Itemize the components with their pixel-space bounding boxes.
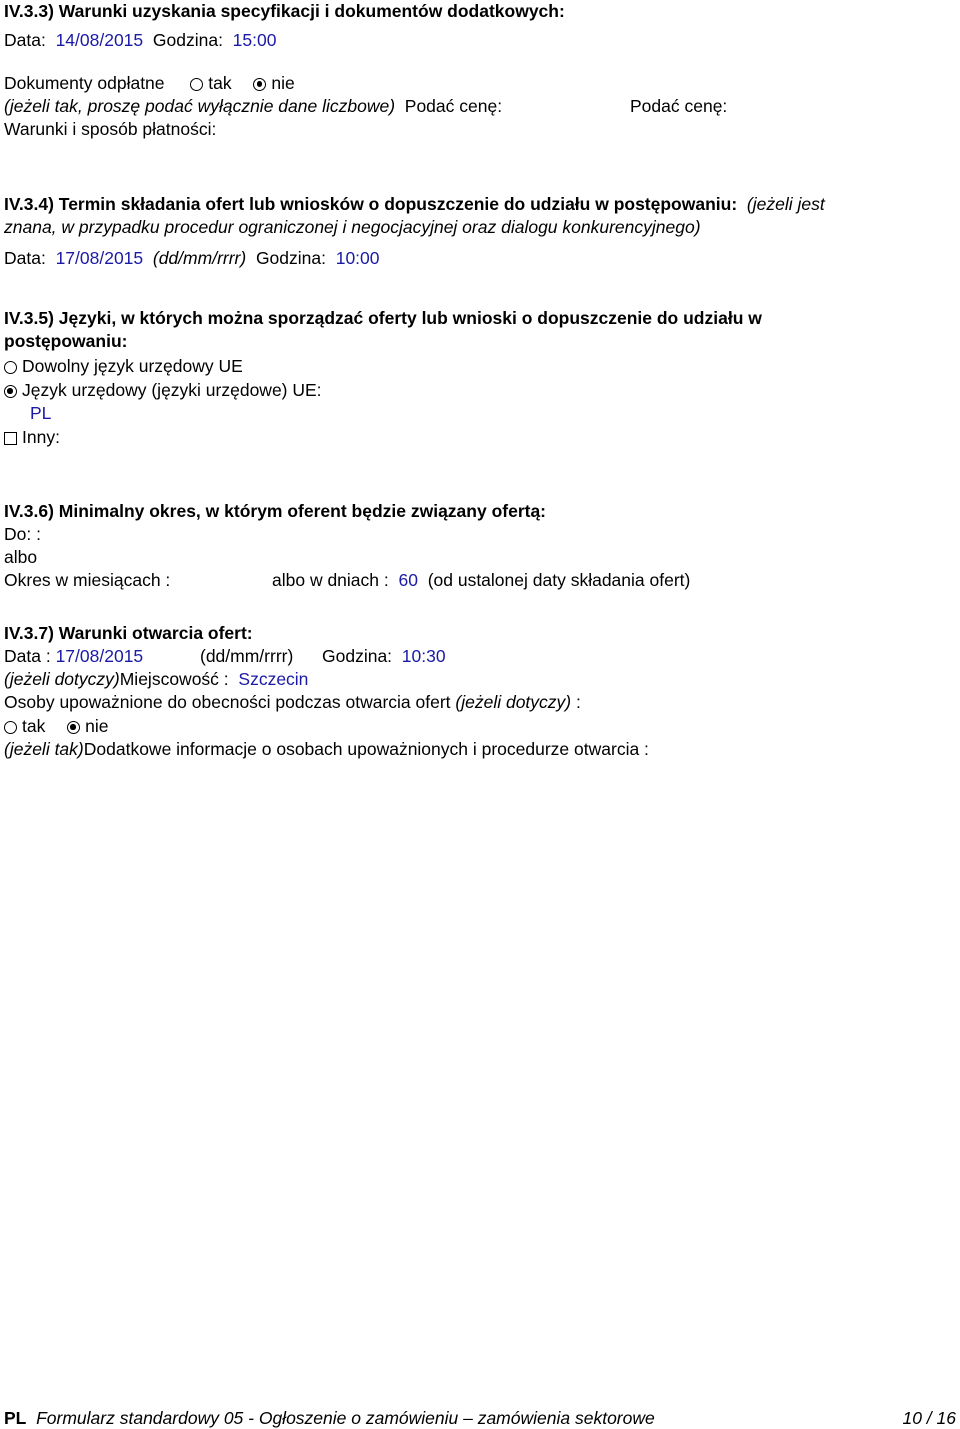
s34-note-part1: (jeżeli jest <box>746 194 825 214</box>
s37-persons-colon: : <box>576 692 581 712</box>
s37-date-row <box>4 645 143 667</box>
s37-date-label: Data : <box>4 646 51 666</box>
s33-radio-yes[interactable] <box>190 78 203 91</box>
s33-date-row <box>4 29 276 51</box>
s35-opt-other-label: Inny: <box>22 427 60 447</box>
s36-days-note: (od ustalonej daty składania ofert) <box>427 570 691 590</box>
s37-radio-yes-label: tak <box>22 716 46 736</box>
page-footer <box>4 1407 956 1429</box>
s35-opt-other-row <box>4 426 60 448</box>
section-3-7-heading: IV.3.7) Warunki otwarcia ofert: <box>4 623 253 643</box>
s35-language-value: PL <box>30 403 52 423</box>
footer-title: Formularz standardowy 05 - Ogłoszenie o zamówieniu – zamówienia sektorowe <box>36 1408 655 1428</box>
s37-info-row <box>4 738 649 760</box>
s35-opt-official-row <box>4 379 322 401</box>
s37-place-value: Szczecin <box>238 669 309 689</box>
s36-days-label: albo w dniach : <box>272 570 389 590</box>
footer-page-number: 10 / 16 <box>902 1408 956 1428</box>
s33-time-label: Godzina: <box>152 30 223 50</box>
s34-date-format: (dd/mm/rrrr) <box>152 248 247 268</box>
s36-days-row <box>272 569 690 591</box>
s37-place-label: Miejscowość : <box>119 669 229 689</box>
s37-time-label: Godzina: <box>322 646 393 666</box>
s37-info-label: Dodatkowe informacje o osobach upoważnionych i procedurze otwarcia : <box>83 739 649 759</box>
s36-until-label: Do: : <box>4 524 41 544</box>
s35-checkbox-other[interactable] <box>4 432 17 445</box>
s33-paid-row <box>4 72 295 94</box>
s33-date-value: 14/08/2015 <box>55 30 144 50</box>
s33-price-row <box>4 95 502 117</box>
s34-time-label: Godzina: <box>255 248 326 268</box>
s33-price-label-2: Podać cenę: <box>630 96 728 116</box>
s34-date-row <box>4 247 380 269</box>
s34-date-label: Data: <box>4 248 46 268</box>
s33-paid-note: (jeżeli tak, proszę podać wyłącznie dane liczbowe) <box>4 96 396 116</box>
s37-persons-label: Osoby upoważnione do obecności podczas otwarcia ofert <box>4 692 451 712</box>
s37-persons-note: (jeżeli dotyczy) <box>455 692 572 712</box>
s33-paid-label: Dokumenty odpłatne <box>4 73 165 93</box>
s33-radio-no[interactable] <box>253 78 266 91</box>
s33-radio-no-label: nie <box>271 73 295 93</box>
s37-radio-yes[interactable] <box>4 721 17 734</box>
s37-place-note: (jeżeli dotyczy) <box>4 669 120 689</box>
s34-heading-row <box>4 193 825 215</box>
s33-price-label: Podać cenę: <box>404 96 503 116</box>
s33-payment-label: Warunki i sposób płatności: <box>4 119 217 139</box>
s36-days-value: 60 <box>398 570 418 590</box>
s37-radio-no-label: nie <box>85 716 109 736</box>
s37-persons-row <box>4 691 581 713</box>
s34-time-value: 10:00 <box>335 248 380 268</box>
s33-radio-yes-label: tak <box>208 73 232 93</box>
section-3-5-heading-2: postępowaniu: <box>4 331 128 351</box>
s33-date-label: Data: <box>4 30 46 50</box>
s36-or: albo <box>4 547 38 567</box>
s35-opt-any-row <box>4 355 243 377</box>
s35-opt-any-label: Dowolny język urzędowy UE <box>22 356 243 376</box>
s37-date-format: (dd/mm/rrrr) <box>200 646 294 666</box>
section-3-3-heading: IV.3.3) Warunki uzyskania specyfikacji i dokumentów dodatkowych: <box>4 1 565 21</box>
footer-lang: PL <box>4 1408 27 1428</box>
s37-radio-no[interactable] <box>67 721 80 734</box>
s37-info-note: (jeżeli tak) <box>4 739 84 759</box>
s33-time-value: 15:00 <box>232 30 277 50</box>
s36-months-label: Okres w miesiącach : <box>4 570 171 590</box>
s37-time-row <box>322 645 446 667</box>
s34-note-part2: znana, w przypadku procedur ograniczonej i negocjacyjnej oraz dialogu konkurencyjnego) <box>4 217 701 237</box>
s37-time-value: 10:30 <box>401 646 446 666</box>
s35-opt-official-label: Język urzędowy (języki urzędowe) UE: <box>22 380 322 400</box>
s37-date-value: 17/08/2015 <box>55 646 144 666</box>
section-3-4-heading: IV.3.4) Termin składania ofert lub wniosków o dopuszczenie do udziału w postępowaniu: <box>4 194 738 214</box>
s35-radio-any[interactable] <box>4 361 17 374</box>
s35-radio-official[interactable] <box>4 385 17 398</box>
s34-date-value: 17/08/2015 <box>55 248 144 268</box>
s37-radio-row <box>4 715 108 737</box>
s37-place-row <box>4 668 308 690</box>
section-3-6-heading: IV.3.6) Minimalny okres, w którym oferent będzie związany ofertą: <box>4 501 547 521</box>
section-3-5-heading-1: IV.3.5) Języki, w których można sporządzać oferty lub wnioski o dopuszczenie do udziału w <box>4 308 762 328</box>
